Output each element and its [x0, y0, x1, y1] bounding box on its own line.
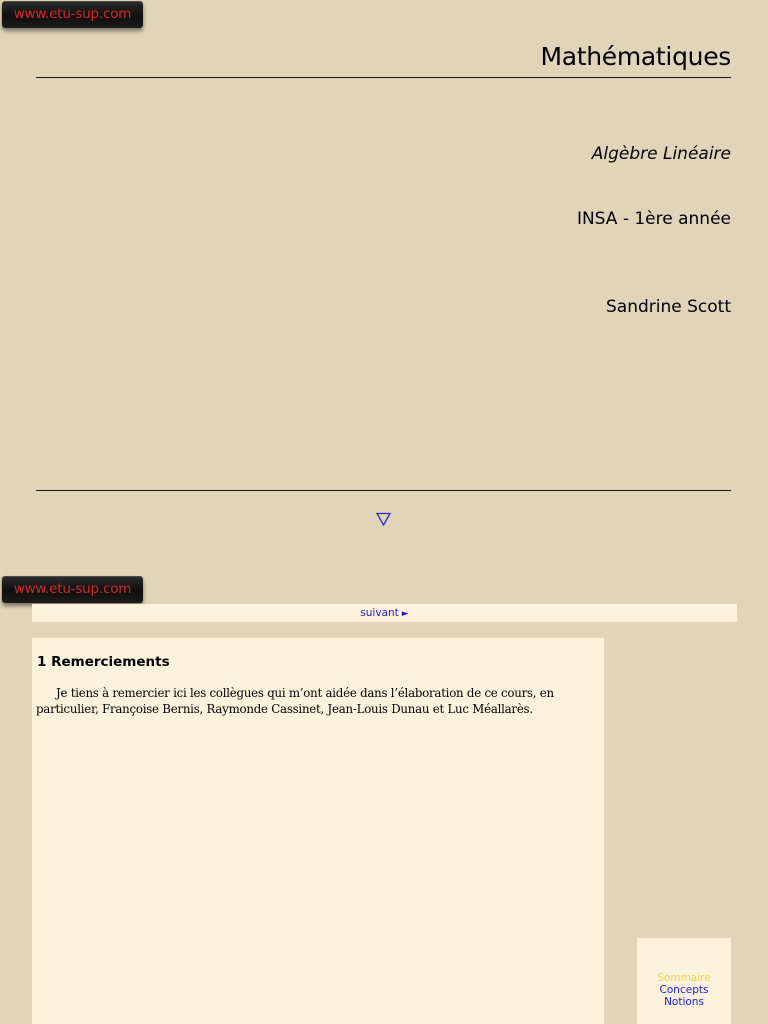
next-page-link[interactable]: [360, 607, 408, 619]
page-title: Mathématiques: [540, 42, 731, 71]
triangle-right-icon: ►: [401, 609, 409, 619]
section-heading: 1 Remerciements: [37, 654, 170, 670]
side-navigation-panel: [637, 938, 731, 1024]
navigation-bar: [32, 604, 737, 622]
course-author: Sandrine Scott: [606, 297, 731, 317]
summary-link[interactable]: Sommaire: [657, 972, 711, 984]
section-paragraph: Je tiens à remercier ici les collègues qui m’ont aidée dans l’élaboration de ce cours, en particulier, Françoise Bernis, Raymonde Cassinet, Jean-Louis Dunau et Luc Méallarès.: [36, 686, 554, 716]
etu-sup-logo[interactable]: www.etu-sup.com: [2, 1, 143, 28]
triangle-down-outline-icon[interactable]: [375, 510, 392, 527]
title-divider: [36, 77, 731, 78]
next-page-label: suivant: [360, 607, 399, 619]
course-subject: Algèbre Linéaire: [591, 144, 731, 164]
cover-bottom-divider: [36, 490, 731, 491]
concepts-link[interactable]: Concepts: [659, 984, 709, 996]
content-panel: [32, 638, 604, 1024]
course-level: INSA - 1ère année: [576, 209, 731, 229]
etu-sup-logo-page-2[interactable]: www.etu-sup.com: [2, 576, 143, 603]
notions-link[interactable]: Notions: [664, 996, 704, 1008]
